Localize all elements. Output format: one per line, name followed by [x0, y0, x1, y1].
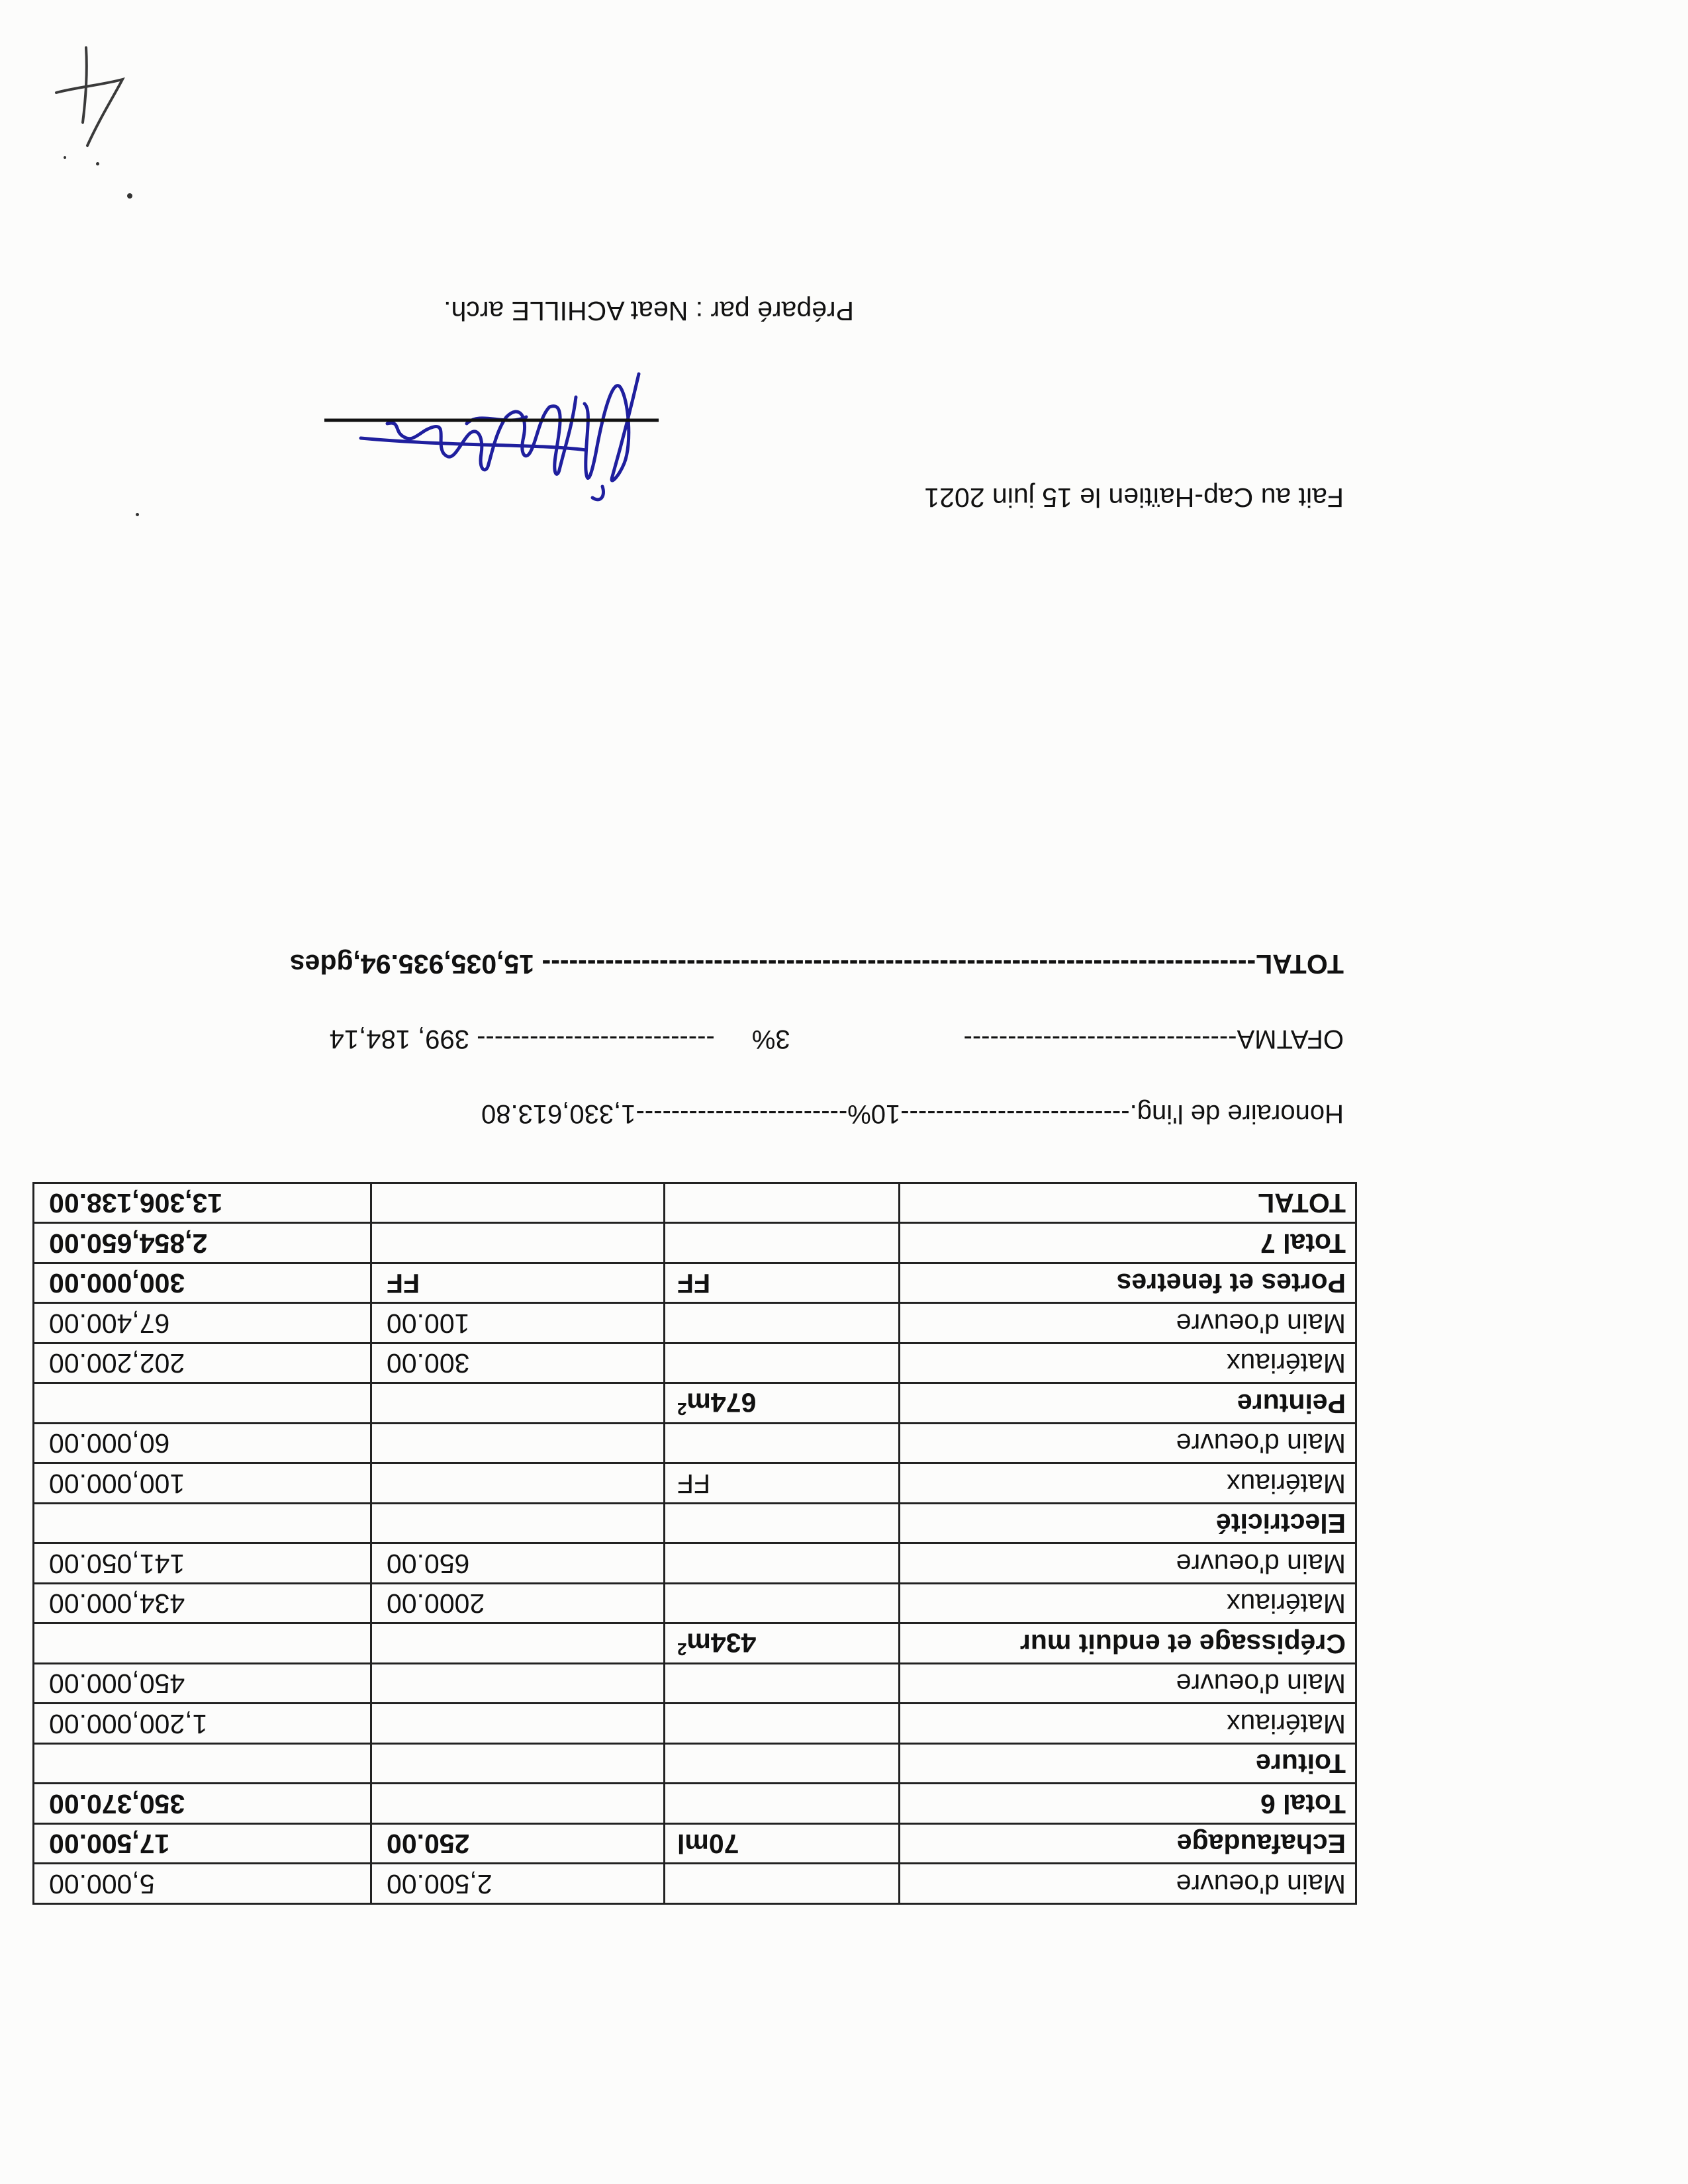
row-unit-price-text: 250.00	[387, 1829, 470, 1860]
table-row	[34, 1623, 1356, 1664]
row-label-text: Echafaudage	[1176, 1829, 1346, 1860]
ofatma-label: OFATMA	[1237, 1024, 1344, 1054]
row-amount	[34, 1463, 371, 1504]
row-amount-text: 100,000.00	[49, 1468, 185, 1499]
row-label	[900, 1664, 1356, 1704]
row-amount	[34, 1704, 371, 1744]
row-unit	[665, 1343, 900, 1384]
row-label-text: Matériaux	[1226, 1468, 1346, 1499]
row-label-text: Main d'oeuvre	[1176, 1428, 1346, 1459]
row-amount	[34, 1543, 371, 1584]
table-row	[34, 1744, 1356, 1784]
row-amount	[34, 1824, 371, 1864]
row-label-text: Main d'oeuvre	[1176, 1668, 1346, 1700]
row-unit-price	[371, 1744, 665, 1784]
row-label	[900, 1303, 1356, 1343]
row-amount-text: 13,306,138.00	[49, 1188, 223, 1219]
table-row	[34, 1824, 1356, 1864]
row-amount	[34, 1584, 371, 1624]
row-label	[900, 1543, 1356, 1584]
row-amount	[34, 1504, 371, 1544]
row-unit	[665, 1543, 900, 1584]
row-label	[900, 1584, 1356, 1624]
row-amount	[34, 1303, 371, 1343]
engineer-fee-line	[481, 1099, 1344, 1128]
row-unit-price	[371, 1263, 665, 1304]
row-unit-price	[371, 1383, 665, 1424]
row-unit	[665, 1784, 900, 1824]
row-amount	[34, 1864, 371, 1904]
row-label	[900, 1824, 1356, 1864]
table-row	[34, 1343, 1356, 1384]
row-label	[900, 1864, 1356, 1904]
grand-total-label: TOTAL	[1256, 949, 1344, 979]
row-amount	[34, 1424, 371, 1464]
table-row	[34, 1543, 1356, 1584]
row-amount-text: 60,000.00	[49, 1428, 170, 1459]
row-unit	[665, 1623, 900, 1664]
row-unit-price	[371, 1343, 665, 1384]
row-unit	[665, 1424, 900, 1464]
row-amount	[34, 1223, 371, 1263]
ofatma-dashes: ---------------------------	[477, 1024, 715, 1054]
row-label-text: Matériaux	[1226, 1348, 1346, 1379]
row-unit	[665, 1864, 900, 1904]
row-amount-text: 450,000.00	[49, 1668, 185, 1700]
row-unit	[665, 1824, 900, 1864]
fee-dashes: --------------------------	[900, 1099, 1130, 1128]
row-amount-text: 141,050.00	[49, 1548, 185, 1579]
fee-rate: 10%	[847, 1099, 901, 1128]
row-label	[900, 1784, 1356, 1824]
row-amount-text: 434,000.00	[49, 1588, 185, 1619]
row-unit-price	[371, 1784, 665, 1824]
row-unit-text: 434m	[686, 1627, 757, 1659]
row-label-text: Main d'oeuvre	[1176, 1868, 1346, 1899]
row-unit-price	[371, 1463, 665, 1504]
row-label	[900, 1704, 1356, 1744]
table-row	[34, 1263, 1356, 1304]
row-amount	[34, 1623, 371, 1664]
row-unit-price-text: 300.00	[387, 1348, 470, 1379]
table-row	[34, 1784, 1356, 1824]
scan-speck	[136, 513, 139, 516]
row-label-text: Total 6	[1260, 1788, 1346, 1819]
row-unit	[665, 1664, 900, 1704]
row-amount-text: 350,370.00	[49, 1788, 185, 1819]
row-unit-text: FF	[677, 1268, 711, 1299]
unit-exponent: 2	[677, 1399, 687, 1420]
row-unit-price-text: 2000.00	[387, 1588, 485, 1619]
row-unit-text: FF	[677, 1468, 711, 1499]
row-unit-price	[371, 1504, 665, 1544]
row-unit-price	[371, 1704, 665, 1744]
row-amount-text: 2,854,650.00	[49, 1228, 208, 1259]
row-unit-price	[371, 1623, 665, 1664]
row-unit	[665, 1584, 900, 1624]
ofatma-dashes: -------------------------------	[963, 1024, 1237, 1054]
row-amount	[34, 1343, 371, 1384]
fee-label: Honoraire de l'ing.	[1129, 1099, 1344, 1128]
place-date: Fait au Cap-Haïtien le 15 juin 2021	[924, 482, 1344, 513]
row-label	[900, 1623, 1356, 1664]
row-label-text: Main d'oeuvre	[1176, 1548, 1346, 1579]
row-amount	[34, 1664, 371, 1704]
row-label-text: Electricité	[1216, 1508, 1346, 1539]
fee-dashes: ------------------------	[635, 1099, 848, 1128]
table-row	[34, 1504, 1356, 1544]
row-label-text: Main d'oeuvre	[1176, 1308, 1346, 1339]
scan-speck	[96, 162, 99, 165]
table-body	[34, 1183, 1356, 1904]
table-row	[34, 1664, 1356, 1704]
table-row	[34, 1183, 1356, 1224]
row-label	[900, 1343, 1356, 1384]
signature-image	[321, 344, 665, 516]
row-unit	[665, 1744, 900, 1784]
grand-total-dashes: -------------------------------------------------------------------------------	[541, 949, 1256, 979]
row-unit-price-text: 2,500.00	[387, 1868, 492, 1899]
row-unit	[665, 1504, 900, 1544]
row-unit-price	[371, 1303, 665, 1343]
row-amount	[34, 1183, 371, 1224]
row-unit-price-text: 100.00	[387, 1308, 470, 1339]
budget-table	[32, 1182, 1357, 1905]
row-unit	[665, 1704, 900, 1744]
row-unit	[665, 1263, 900, 1304]
scan-speck	[127, 193, 132, 199]
row-amount	[34, 1784, 371, 1824]
row-amount	[34, 1263, 371, 1304]
row-amount-text: 67,400.00	[49, 1308, 170, 1339]
ofatma-line	[330, 1024, 1344, 1054]
row-amount-text: 5,000.00	[49, 1868, 155, 1899]
prepared-by: Préparé par : Neat ACHILLE arch.	[444, 296, 854, 326]
table-row	[34, 1704, 1356, 1744]
row-amount	[34, 1744, 371, 1784]
row-amount-text: 202,200.00	[49, 1348, 185, 1379]
row-label	[900, 1223, 1356, 1263]
row-unit	[665, 1223, 900, 1263]
grand-total-line	[290, 948, 1344, 979]
handwritten-page-number	[46, 40, 139, 159]
table-row	[34, 1584, 1356, 1624]
row-amount-text: 1,200,000.00	[49, 1708, 208, 1739]
row-unit-price	[371, 1864, 665, 1904]
row-label	[900, 1383, 1356, 1424]
row-unit	[665, 1183, 900, 1224]
row-label-text: Total 7	[1260, 1228, 1346, 1259]
row-label	[900, 1424, 1356, 1464]
row-label	[900, 1183, 1356, 1224]
row-unit	[665, 1383, 900, 1424]
row-label	[900, 1504, 1356, 1544]
table-row	[34, 1424, 1356, 1464]
ofatma-amount: 399, 184,14	[329, 1024, 469, 1054]
row-label-text: Crépissage et enduit mur	[1019, 1628, 1346, 1659]
row-unit-price	[371, 1543, 665, 1584]
table-row	[34, 1383, 1356, 1424]
row-label-text: Peinture	[1237, 1388, 1346, 1419]
grand-total-amount: 15,035,935.94,gdes	[289, 949, 535, 979]
row-label	[900, 1263, 1356, 1304]
row-unit-price	[371, 1183, 665, 1224]
row-label-text: Toiture	[1256, 1749, 1346, 1780]
fee-amount: 1,330,613.80	[481, 1099, 636, 1128]
row-amount-text: 300,000.00	[49, 1268, 185, 1299]
row-amount	[34, 1383, 371, 1424]
table-row	[34, 1463, 1356, 1504]
row-label-text: Matériaux	[1226, 1588, 1346, 1619]
row-unit-price	[371, 1223, 665, 1263]
row-unit-text: 70ml	[677, 1829, 739, 1860]
row-label-text: TOTAL	[1258, 1188, 1346, 1219]
table-row	[34, 1303, 1356, 1343]
row-unit-price	[371, 1824, 665, 1864]
scan-speck	[64, 156, 66, 159]
row-unit-price	[371, 1664, 665, 1704]
row-amount-text: 17,500.00	[49, 1829, 170, 1860]
unit-exponent: 2	[677, 1639, 687, 1660]
row-label-text: Matériaux	[1226, 1708, 1346, 1739]
row-label	[900, 1744, 1356, 1784]
row-unit	[665, 1303, 900, 1343]
row-unit	[665, 1463, 900, 1504]
table-row	[34, 1864, 1356, 1904]
row-unit-price-text: FF	[387, 1268, 420, 1299]
row-unit-text: 674m	[686, 1387, 757, 1418]
row-unit-price-text: 650.00	[387, 1548, 470, 1579]
ofatma-rate: 3%	[751, 1024, 790, 1054]
row-label-text: Portes et fenetres	[1116, 1268, 1346, 1299]
row-label	[900, 1463, 1356, 1504]
row-unit-price	[371, 1584, 665, 1624]
table-row	[34, 1223, 1356, 1263]
row-unit-price	[371, 1424, 665, 1464]
